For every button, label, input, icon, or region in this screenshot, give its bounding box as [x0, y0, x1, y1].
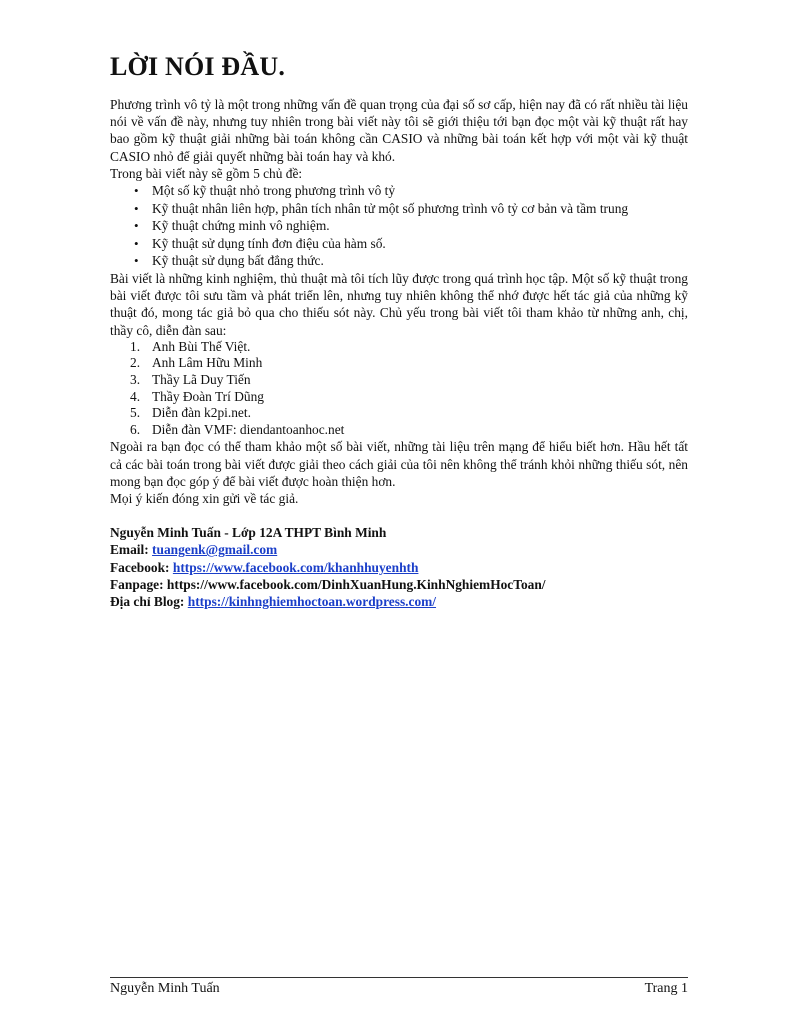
reference-text: Anh Bùi Thế Việt.	[152, 338, 251, 354]
reference-number: 5.	[130, 405, 141, 421]
email-label: Email:	[110, 542, 149, 558]
topic-item: • Kỹ thuật sử dụng tính đơn điệu của hàm số.	[152, 235, 688, 253]
topic-item: • Một số kỹ thuật nhỏ trong phương trình vô tỷ	[152, 182, 688, 200]
references-list	[110, 339, 688, 439]
reference-item	[130, 338, 688, 356]
spacer	[110, 507, 688, 524]
author-name-line: Nguyễn Minh Tuấn - Lớp 12A THPT Bình Minh	[110, 525, 387, 541]
reference-number: 1.	[130, 338, 141, 354]
footer-page-number: Trang 1	[644, 981, 688, 996]
email-link[interactable]: tuangenk@gmail.com	[152, 542, 278, 558]
blog-label: Địa chỉ Blog:	[110, 593, 185, 609]
topics-list	[110, 182, 688, 270]
topic-item: • Kỹ thuật nhân liên hợp, phân tích nhân tử một số phương trình vô tỷ cơ bản và tầm trung	[152, 200, 688, 218]
intro-paragraph: Phương trình vô tỷ là một trong những vấn đề quan trọng của đại số sơ cấp, hiện nay đã có rất nhiều tài liệu nói về vấn đề này, nhưng tuy nhiên trong bài viết này tôi sẽ giới thiệu tới bạn đọc một vài kỹ thuật rất hay bao gồm kỹ thuật giải những bài toán không cần CASIO và những bài toán kết hợp với một vài kỹ thuật CASIO nhỏ để giải quyết những bài toán hay và khó.	[110, 97, 688, 164]
reference-item	[130, 371, 688, 389]
closing-paragraph: Ngoài ra bạn đọc có thể tham khảo một số bài viết, những tài liệu trên mạng để hiểu biết hơn. Hầu hết tất cả các bài toán trong bài viết được giải theo cách giải của tôi nên không thể tránh khỏi những thiếu sót, nên mong bạn đọc góp ý để bài viết được hoàn thiện hơn.	[110, 439, 688, 489]
reference-text: Diễn đàn k2pi.net.	[152, 405, 251, 421]
reference-number: 6.	[130, 421, 141, 437]
document-page	[110, 52, 688, 610]
reference-text: Thầy Lã Duy Tiến	[152, 371, 251, 387]
page-title: LỜI NÓI ĐẦU.	[110, 52, 286, 81]
author-fanpage-line: Fanpage: https://www.facebook.com/DinhXuanHung.KinhNghiemHocToan/	[110, 576, 546, 592]
reference-text: Thầy Đoàn Trí Dũng	[152, 388, 264, 404]
reference-text: Diễn đàn VMF: diendantoanhoc.net	[152, 421, 345, 437]
reference-item	[130, 405, 688, 422]
reference-number: 4.	[130, 388, 141, 404]
blog-link[interactable]: https://kinhnghiemhoctoan.wordpress.com/	[187, 593, 437, 609]
reference-item	[130, 388, 688, 406]
topic-item: • Kỹ thuật chứng minh vô nghiệm.	[152, 217, 688, 235]
facebook-link[interactable]: https://www.facebook.com/khanhhuyenhth	[172, 559, 419, 575]
feedback-line: Mọi ý kiến đóng xin gửi về tác giả.	[110, 490, 299, 506]
facebook-label: Facebook:	[110, 559, 170, 575]
reference-item	[130, 421, 688, 439]
reference-text: Anh Lâm Hữu Minh	[152, 355, 263, 371]
experience-paragraph: Bài viết là những kinh nghiệm, thủ thuật mà tôi tích lũy được trong quá trình học tập. Một số kỹ thuật trong bài viết được tôi sưu tầm và phát triển lên, nhưng tuy nhiên không thể nhớ được hết tác giả của những kỹ thuật đó, mong tác giả bỏ qua cho thiếu sót này. Chủ yếu trong bài viết tôi tham khảo từ những anh, chị, thầy cô, diễn đàn sau:	[110, 270, 688, 338]
author-email-line	[110, 541, 688, 558]
footer-divider	[110, 977, 688, 978]
topic-item: • Kỹ thuật sử dụng bất đẳng thức.	[152, 252, 688, 270]
page-footer	[110, 981, 688, 997]
author-facebook-line	[110, 559, 688, 576]
reference-number: 2.	[130, 355, 141, 371]
footer-author: Nguyễn Minh Tuấn	[110, 981, 220, 996]
reference-number: 3.	[130, 371, 141, 387]
reference-item	[130, 355, 688, 372]
author-blog-line	[110, 593, 688, 610]
topics-intro: Trong bài viết này sẽ gồm 5 chủ đề:	[110, 165, 303, 181]
